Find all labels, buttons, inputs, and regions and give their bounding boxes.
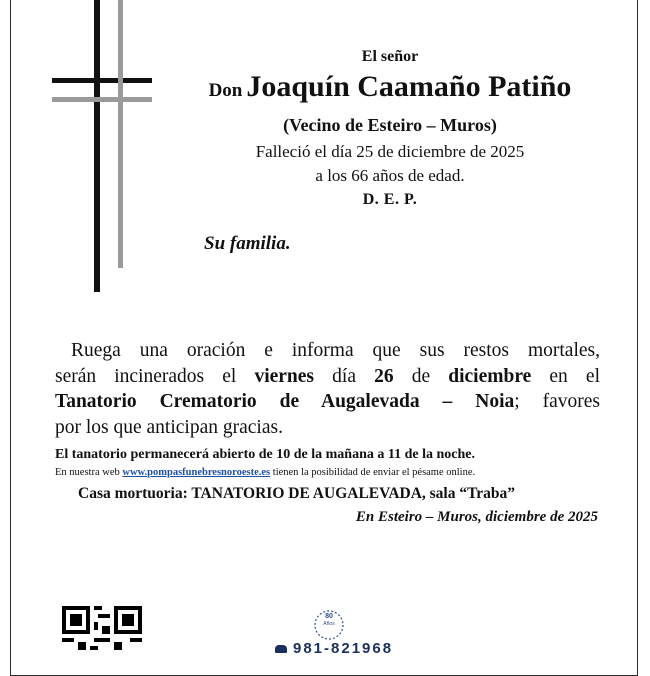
dep-line: D. E. P. [362, 191, 418, 208]
age-line: a los 66 años de edad. [315, 166, 465, 185]
para-line-1: Ruega una oración e informa que sus restos mortales, [71, 340, 600, 361]
full-name: Joaquín Caamaño Patiño [246, 70, 572, 103]
web-notice: En nuestra web www.pompasfunebresnoroeste.es tienen la posibilidad de enviar el pésame online. [55, 467, 476, 478]
weekday: viernes [254, 365, 315, 387]
announcement-paragraph: Ruega una oración e informa que sus restos mortales, serán incinerados el viernes día 26 de diciembre en el Tanatorio Crematorio de Augalevada – Noia; favores por los que anticipan gracias. [55, 340, 601, 438]
phone-icon [275, 645, 287, 653]
death-date-line: Falleció el día 25 de diciembre de 2025 [255, 142, 525, 161]
place-date-line: En Esteiro – Muros, diciembre de 2025 [355, 509, 598, 525]
funeral-home-line: Casa mortuoria: TANATORIO DE AUGALEVADA, sala “Traba” [78, 485, 516, 502]
badge-label: Años [323, 621, 335, 627]
honorific: Don [208, 80, 243, 101]
anniversary-badge-icon [312, 608, 346, 642]
badge-number: 80 [325, 613, 333, 620]
qr-code-icon[interactable] [62, 606, 142, 650]
website-link[interactable]: www.pompasfunebresnoroeste.es [122, 467, 271, 478]
family-signature: Su familia. [204, 233, 291, 254]
neighbor-line: (Vecino de Esteiro – Muros) [283, 115, 497, 135]
title-prefix: El señor [361, 48, 419, 65]
deceased-name [150, 70, 630, 104]
month: diciembre [448, 365, 532, 387]
phone-number: 981-821968 [275, 640, 393, 657]
para-line-4: por los que anticipan gracias. [55, 416, 283, 438]
crematorium-name: Tanatorio Crematorio de Augalevada – Noia [55, 391, 515, 412]
day-number: 26 [374, 365, 394, 387]
opening-hours: El tanatorio permanecerá abierto de 10 de la mañana a 11 de la noche. [55, 447, 475, 462]
